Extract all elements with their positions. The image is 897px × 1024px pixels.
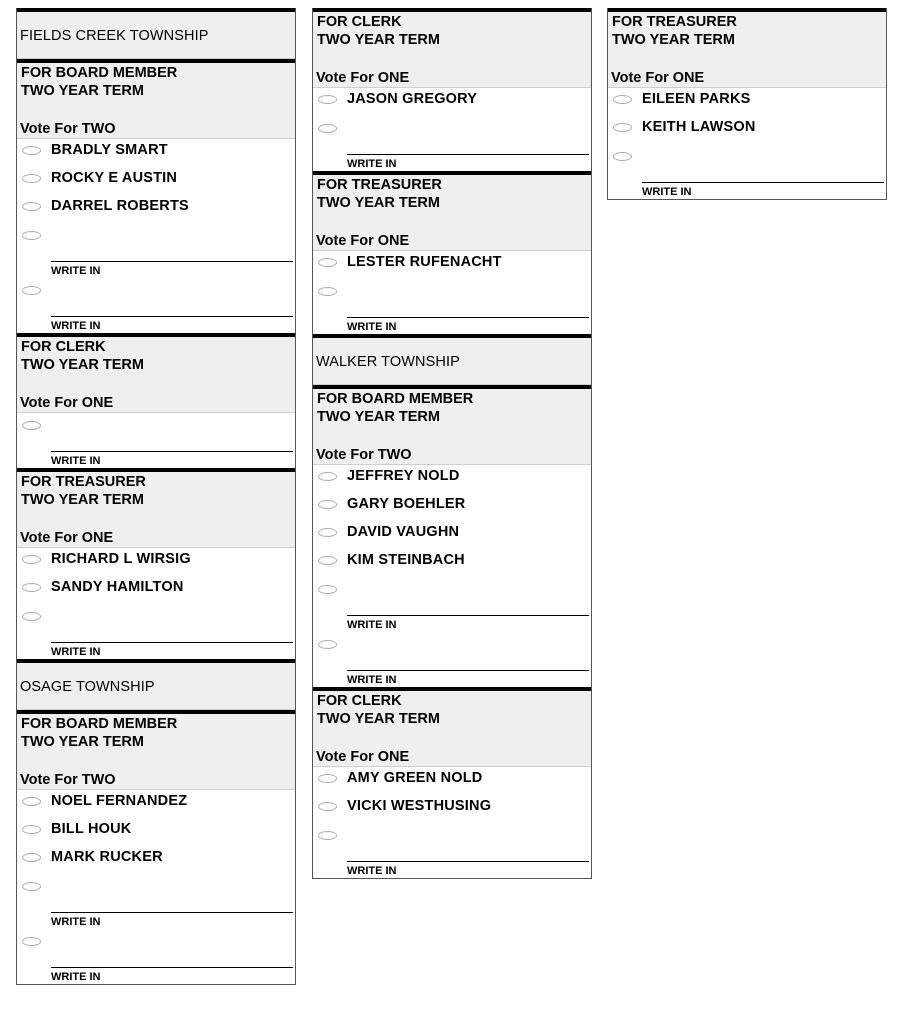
candidate-name: RICHARD L WIRSIG — [51, 551, 191, 567]
vote-oval[interactable] — [22, 146, 41, 155]
vote-for: Vote For ONE — [316, 749, 410, 765]
write-in-row[interactable] — [313, 823, 591, 878]
office-title: FOR TREASURER — [612, 14, 737, 30]
contest-header — [17, 468, 295, 548]
vote-oval[interactable] — [318, 124, 337, 133]
vote-oval[interactable] — [318, 640, 337, 649]
candidate-row[interactable] — [313, 521, 591, 549]
vote-oval[interactable] — [318, 831, 337, 840]
township-header — [17, 8, 295, 59]
vote-oval[interactable] — [22, 853, 41, 862]
write-in-line[interactable] — [51, 642, 293, 643]
vote-oval[interactable] — [318, 287, 337, 296]
candidate-name: BRADLY SMART — [51, 142, 168, 158]
write-in-row[interactable] — [17, 278, 295, 333]
candidate-name: VICKI WESTHUSING — [347, 798, 492, 814]
write-in-row[interactable] — [17, 223, 295, 278]
candidate-row[interactable] — [313, 795, 591, 823]
township-name: WALKER TOWNSHIP — [316, 354, 460, 370]
candidate-name: DAVID VAUGHN — [347, 524, 460, 540]
candidate-row[interactable] — [17, 167, 295, 195]
write-in-row[interactable] — [17, 413, 295, 468]
candidate-name: JEFFREY NOLD — [347, 468, 460, 484]
candidate-row[interactable] — [608, 116, 886, 144]
township-name: OSAGE TOWNSHIP — [20, 679, 155, 695]
office-title: FOR TREASURER — [317, 177, 442, 193]
office-term: TWO YEAR TERM — [612, 31, 735, 48]
vote-for: Vote For TWO — [20, 772, 116, 788]
candidate-row[interactable] — [608, 88, 886, 116]
write-in-label: WRITE IN — [347, 674, 397, 686]
township-header — [313, 334, 591, 385]
vote-for: Vote For TWO — [316, 447, 412, 463]
candidate-row[interactable] — [17, 846, 295, 874]
candidate-name: LESTER RUFENACHT — [347, 254, 502, 270]
write-in-label: WRITE IN — [51, 971, 101, 983]
vote-oval[interactable] — [318, 802, 337, 811]
office-term: TWO YEAR TERM — [317, 710, 440, 727]
write-in-label: WRITE IN — [642, 186, 692, 198]
contest-header — [608, 8, 886, 88]
office-term: TWO YEAR TERM — [21, 356, 144, 373]
write-in-line[interactable] — [51, 316, 293, 317]
office-term: TWO YEAR TERM — [21, 733, 144, 750]
office-term: TWO YEAR TERM — [317, 194, 440, 211]
office-term: TWO YEAR TERM — [317, 408, 440, 425]
contest-header — [313, 171, 591, 251]
write-in-row[interactable] — [313, 577, 591, 632]
write-in-row[interactable] — [313, 632, 591, 687]
vote-oval[interactable] — [22, 231, 41, 240]
vote-for: Vote For ONE — [20, 395, 114, 411]
write-in-line[interactable] — [347, 154, 589, 155]
candidate-name: SANDY HAMILTON — [51, 579, 184, 595]
write-in-row[interactable] — [313, 279, 591, 334]
write-in-label: WRITE IN — [347, 865, 397, 877]
write-in-row[interactable] — [313, 116, 591, 171]
candidate-row[interactable] — [17, 548, 295, 576]
write-in-label: WRITE IN — [347, 321, 397, 333]
candidate-name: AMY GREEN NOLD — [347, 770, 483, 786]
vote-oval[interactable] — [22, 937, 41, 946]
candidate-name: KIM STEINBACH — [347, 552, 465, 568]
candidate-name: GARY BOEHLER — [347, 496, 466, 512]
office-title: FOR BOARD MEMBER — [21, 65, 178, 81]
vote-oval[interactable] — [22, 612, 41, 621]
contest-header — [313, 687, 591, 767]
vote-for: Vote For ONE — [316, 70, 410, 86]
vote-oval[interactable] — [613, 152, 632, 161]
vote-oval[interactable] — [22, 825, 41, 834]
candidate-row[interactable] — [313, 767, 591, 795]
vote-oval[interactable] — [318, 95, 337, 104]
vote-oval[interactable] — [22, 797, 41, 806]
candidate-name: DARREL ROBERTS — [51, 198, 189, 214]
candidate-name: BILL HOUK — [51, 821, 132, 837]
ballot-column-1 — [16, 8, 296, 985]
vote-oval[interactable] — [22, 555, 41, 564]
vote-oval[interactable] — [613, 123, 632, 132]
write-in-line[interactable] — [347, 670, 589, 671]
ballot-column-3 — [607, 8, 887, 200]
write-in-row[interactable] — [608, 144, 886, 199]
vote-oval[interactable] — [22, 882, 41, 891]
contest-header — [313, 385, 591, 465]
write-in-line[interactable] — [347, 615, 589, 616]
candidate-row[interactable] — [313, 88, 591, 116]
candidate-row[interactable] — [313, 251, 591, 279]
vote-oval[interactable] — [318, 528, 337, 537]
vote-for: Vote For ONE — [20, 530, 114, 546]
write-in-row[interactable] — [17, 874, 295, 929]
office-title: FOR BOARD MEMBER — [317, 391, 474, 407]
write-in-line[interactable] — [51, 967, 293, 968]
township-header — [17, 659, 295, 710]
office-title: FOR BOARD MEMBER — [21, 716, 178, 732]
office-title: FOR TREASURER — [21, 474, 146, 490]
vote-oval[interactable] — [318, 774, 337, 783]
vote-oval[interactable] — [318, 500, 337, 509]
write-in-row[interactable] — [17, 929, 295, 984]
candidate-row[interactable] — [17, 818, 295, 846]
candidate-row[interactable] — [17, 195, 295, 223]
write-in-line[interactable] — [347, 317, 589, 318]
candidate-row[interactable] — [17, 790, 295, 818]
vote-oval[interactable] — [22, 583, 41, 592]
vote-oval[interactable] — [318, 258, 337, 267]
write-in-label: WRITE IN — [347, 619, 397, 631]
write-in-label: WRITE IN — [347, 158, 397, 170]
office-title: FOR CLERK — [317, 693, 402, 709]
contest-header — [17, 59, 295, 139]
office-term: TWO YEAR TERM — [21, 82, 144, 99]
vote-oval[interactable] — [22, 174, 41, 183]
candidate-row[interactable] — [313, 493, 591, 521]
ballot-column-2 — [312, 8, 592, 879]
candidate-row[interactable] — [313, 465, 591, 493]
vote-oval[interactable] — [318, 556, 337, 565]
contest-header — [17, 710, 295, 790]
office-term: TWO YEAR TERM — [317, 31, 440, 48]
vote-for: Vote For ONE — [316, 233, 410, 249]
write-in-label: WRITE IN — [51, 265, 101, 277]
write-in-line[interactable] — [642, 182, 884, 183]
vote-oval[interactable] — [318, 585, 337, 594]
vote-oval[interactable] — [613, 95, 632, 104]
vote-for: Vote For ONE — [611, 70, 705, 86]
vote-oval[interactable] — [22, 286, 41, 295]
candidate-row[interactable] — [313, 549, 591, 577]
candidate-name: JASON GREGORY — [347, 91, 478, 107]
contest-header — [17, 333, 295, 413]
write-in-line[interactable] — [347, 861, 589, 862]
write-in-line[interactable] — [51, 261, 293, 262]
candidate-name: NOEL FERNANDEZ — [51, 793, 188, 809]
contest-header — [313, 8, 591, 88]
vote-for: Vote For TWO — [20, 121, 116, 137]
office-title: FOR CLERK — [317, 14, 402, 30]
vote-oval[interactable] — [22, 421, 41, 430]
write-in-label: WRITE IN — [51, 455, 101, 467]
vote-oval[interactable] — [22, 202, 41, 211]
write-in-row[interactable] — [17, 604, 295, 659]
candidate-name: EILEEN PARKS — [642, 91, 751, 107]
office-term: TWO YEAR TERM — [21, 491, 144, 508]
write-in-line[interactable] — [51, 451, 293, 452]
candidate-name: KEITH LAWSON — [642, 119, 756, 135]
candidate-name: ROCKY E AUSTIN — [51, 170, 178, 186]
candidate-row[interactable] — [17, 139, 295, 167]
township-name: FIELDS CREEK TOWNSHIP — [20, 28, 209, 44]
candidate-name: MARK RUCKER — [51, 849, 163, 865]
write-in-label: WRITE IN — [51, 916, 101, 928]
write-in-label: WRITE IN — [51, 646, 101, 658]
candidate-row[interactable] — [17, 576, 295, 604]
office-title: FOR CLERK — [21, 339, 106, 355]
write-in-label: WRITE IN — [51, 320, 101, 332]
vote-oval[interactable] — [318, 472, 337, 481]
write-in-line[interactable] — [51, 912, 293, 913]
